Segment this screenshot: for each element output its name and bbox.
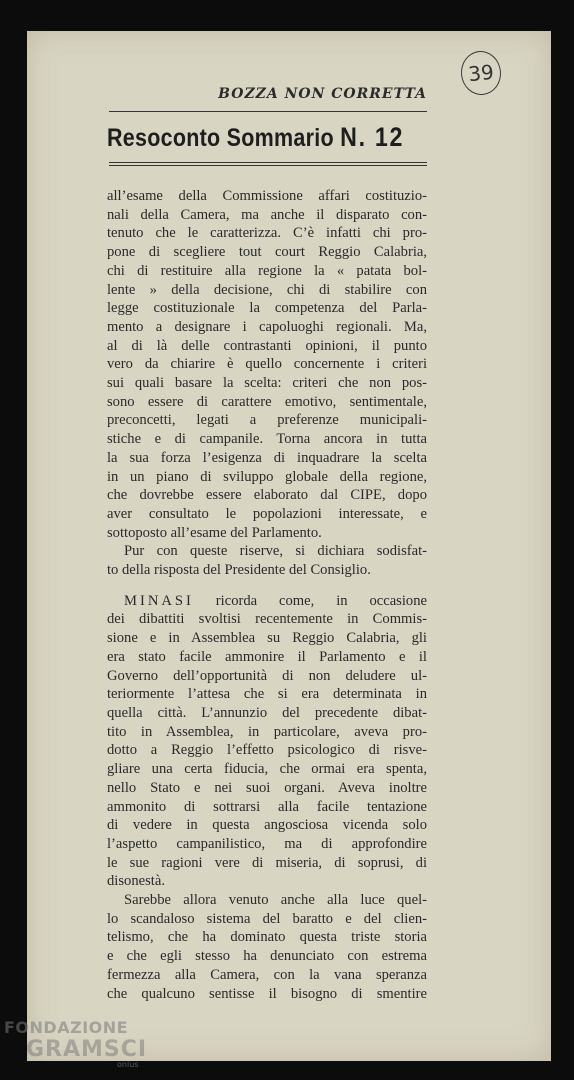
text-line: legge costituzionale la competenza del Parla-	[107, 300, 427, 317]
text-line: e che egli stesso ha denunciato con estrema	[107, 948, 427, 965]
text-line: nello Stato e nei suoi organi. Aveva inoltre	[107, 779, 427, 796]
text-line: lente » della decisione, chi di stabilire con	[107, 281, 427, 298]
text-line: teriormente l’attesa che si era determinata in	[107, 686, 427, 703]
text-line	[107, 592, 427, 611]
watermark-line1: FONDAZIONE	[4, 1018, 129, 1037]
text-line: dei dibattiti svoltisi recentemente in Commis-	[107, 611, 427, 628]
text-line: disonestà.	[107, 873, 165, 890]
text-line: mento a designare i capoluoghi regionali. Ma,	[107, 318, 427, 335]
text-line: era stato facile ammonire il Parlamento e il	[107, 648, 427, 665]
text-line: nali della Camera, ma anche il disparato con-	[107, 206, 427, 223]
text-line: in un piano di sviluppo globale della regione,	[107, 468, 427, 485]
text-line: tenuto che le caratterizza. C’è infatti chi pro-	[107, 225, 427, 242]
text-line: la sua forza l’esigenza di inquadrare la scelta	[107, 449, 427, 466]
text-line: lo scandaloso sistema del baratto e del clien-	[107, 910, 427, 927]
document-page	[27, 31, 551, 1061]
text-line: aver consultato le popolazioni interessate, e	[107, 505, 427, 522]
text-line: Sarebbe allora venuto anche alla luce quel-	[124, 892, 427, 909]
watermark-line2: GRAMSCI	[26, 1037, 148, 1062]
speaker-text: ricorda come, in occasione	[193, 592, 427, 609]
text-line: sui quali basare la scelta: criteri che non pos-	[107, 375, 427, 392]
page-number-stamp: 39	[459, 49, 503, 97]
text-line: dotto a Reggio l’effetto psicologico di risve-	[107, 742, 427, 759]
text-line: al di là delle contrastanti opinioni, il punto	[107, 337, 427, 354]
text-line: che dovrebbe essere elaborato dal CIPE, dopo	[107, 487, 427, 504]
text-line: le sue ragioni vere di miseria, di soprusi, di	[107, 854, 427, 871]
text-line: l’aspetto campanilistico, ma di approfondire	[107, 835, 427, 852]
text-line: tito in Assemblea, in particolare, aveva pro-	[107, 723, 427, 740]
text-line: all’esame della Commissione affari costituzio-	[107, 188, 427, 204]
text-line: stiche e di campanile. Torna ancora in tutta	[107, 431, 427, 448]
text-line: Pur con queste riserve, si dichiara sodisfat-	[124, 543, 427, 560]
text-line: sottoposto all’esame del Parlamento.	[107, 524, 322, 541]
text-line: to della risposta del Presidente del Consiglio.	[107, 562, 371, 579]
paragraph-gap	[107, 580, 427, 592]
text-line: pone di scegliere tout court Reggio Calabria,	[107, 244, 427, 261]
header-rule-top	[109, 111, 427, 112]
text-line: preconcetti, legati a preferenze municipali-	[107, 412, 427, 429]
text-line: quella città. L’annunzio del precedente dibat-	[107, 704, 427, 721]
watermark-line3: onlus	[117, 1060, 139, 1069]
text-line: Governo dell’opportunità di non deludere ul-	[107, 667, 427, 684]
text-line: sono essere di carattere emotivo, sentimentale,	[107, 393, 427, 410]
text-line: telismo, che ha dominato questa triste storia	[107, 929, 427, 946]
text-line: gliare una certa fiducia, che ormai era spenta,	[107, 761, 427, 778]
page-title	[107, 122, 405, 153]
body-text	[107, 187, 427, 1003]
text-line: che qualcuno sentisse il bisogno di smentire	[107, 985, 427, 1002]
header-rule-bottom	[109, 162, 427, 166]
text-line: ammonito di sottrarsi alla facile tentazione	[107, 798, 427, 815]
text-line: sione e in Assemblea su Reggio Calabria, gli	[107, 630, 427, 647]
text-line: chi di restituire alla regione la « patata bol-	[107, 262, 427, 279]
proof-notice: BOZZA NON CORRETTA	[218, 86, 427, 102]
text-line: di vedere in questa angosciosa vicenda solo	[107, 817, 427, 834]
title-number: N. 12	[340, 122, 405, 152]
title-text: Resoconto Sommario	[107, 124, 334, 152]
text-line: vero da chiarire è quello concernente i criteri	[107, 356, 427, 373]
speaker-name: MINASI	[124, 592, 194, 609]
text-line: fermezza alla Camera, con la vana speranza	[107, 966, 427, 983]
